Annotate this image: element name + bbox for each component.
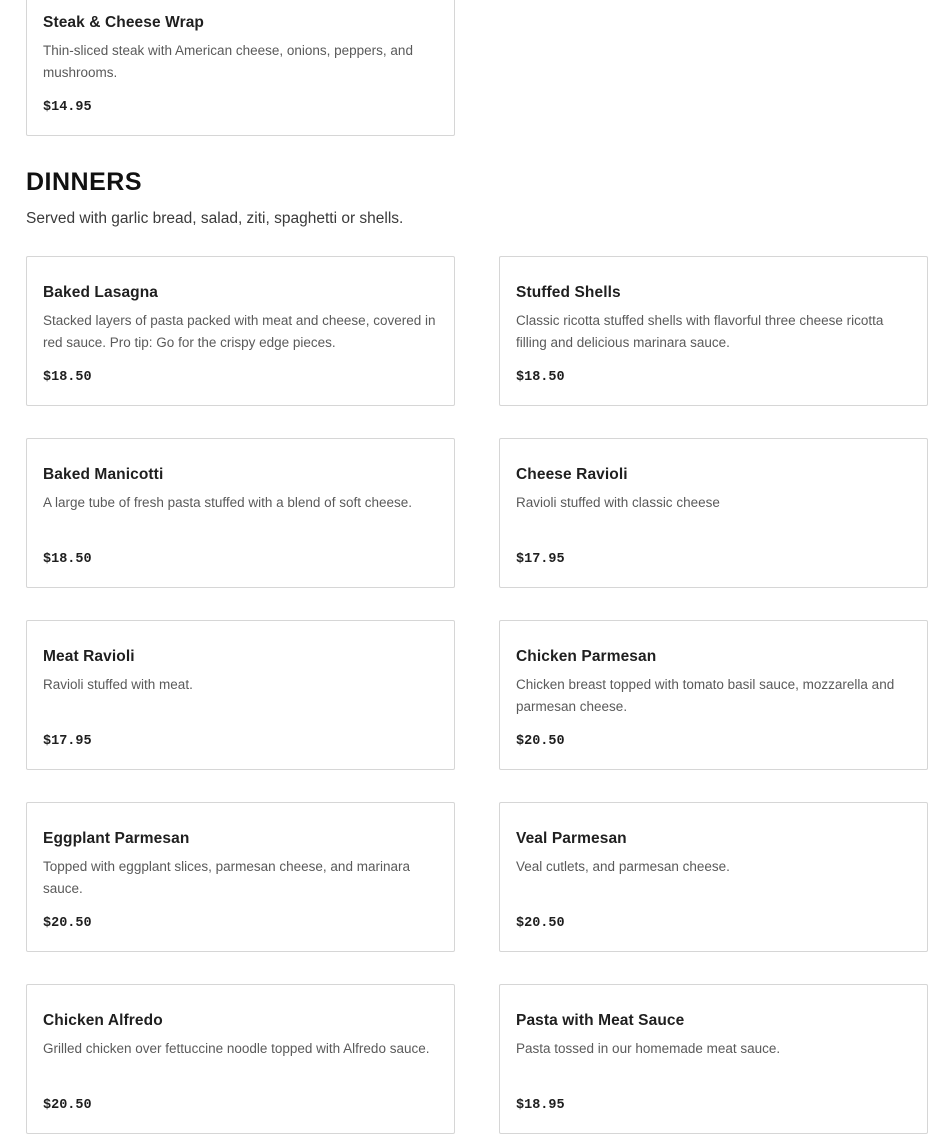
menu-item-price: $20.50 — [516, 734, 565, 749]
menu-item-card[interactable] — [26, 984, 455, 1134]
menu-item-card[interactable] — [26, 802, 455, 952]
menu-item-price: $18.95 — [516, 1098, 565, 1113]
menu-item-name: Steak & Cheese Wrap — [43, 14, 204, 31]
menu-item-name: Chicken Alfredo — [43, 1012, 163, 1029]
menu-item-description: Stacked layers of pasta packed with meat and cheese, covered in red sauce. Pro tip: Go for the crispy edge pieces. — [43, 313, 436, 350]
menu-item-name: Cheese Ravioli — [516, 466, 628, 483]
menu-item-description: A large tube of fresh pasta stuffed with a blend of soft cheese. — [43, 495, 412, 510]
menu-item-name: Chicken Parmesan — [516, 648, 657, 665]
menu-item-price: $14.95 — [43, 100, 92, 115]
menu-item-price: $20.50 — [516, 916, 565, 931]
menu-item-description: Chicken breast topped with tomato basil sauce, mozzarella and parmesan cheese. — [516, 677, 895, 714]
menu-item-card[interactable] — [26, 256, 455, 406]
menu-item-card[interactable] — [26, 0, 455, 136]
menu-item-card[interactable] — [499, 438, 928, 588]
menu-item-card[interactable] — [499, 802, 928, 952]
menu-item-name: Eggplant Parmesan — [43, 830, 190, 847]
menu-item-price: $20.50 — [43, 916, 92, 931]
menu-item-description: Ravioli stuffed with classic cheese — [516, 495, 720, 510]
menu-item-name: Pasta with Meat Sauce — [516, 1012, 685, 1029]
menu-item-description: Thin-sliced steak with American cheese, onions, peppers, and mushrooms. — [43, 43, 413, 80]
menu-item-card[interactable] — [499, 620, 928, 770]
menu-item-card[interactable] — [499, 256, 928, 406]
menu-item-name: Meat Ravioli — [43, 648, 135, 665]
menu-item-price: $17.95 — [43, 734, 92, 749]
menu-item-card[interactable] — [26, 438, 455, 588]
menu-item-description: Classic ricotta stuffed shells with flavorful three cheese ricotta filling and delicious marinara sauce. — [516, 313, 884, 350]
menu-item-card[interactable] — [499, 984, 928, 1134]
menu-item-description: Topped with eggplant slices, parmesan cheese, and marinara sauce. — [43, 859, 410, 896]
menu-item-price: $18.50 — [43, 552, 92, 567]
menu-item-price: $17.95 — [516, 552, 565, 567]
menu-item-name: Veal Parmesan — [516, 830, 627, 847]
section-subtitle: Served with garlic bread, salad, ziti, spaghetti or shells. — [26, 210, 404, 227]
menu-item-price: $18.50 — [43, 370, 92, 385]
menu-item-description: Grilled chicken over fettuccine noodle topped with Alfredo sauce. — [43, 1041, 430, 1056]
menu-item-description: Ravioli stuffed with meat. — [43, 677, 193, 692]
menu-item-card[interactable] — [26, 620, 455, 770]
menu-item-description: Pasta tossed in our homemade meat sauce. — [516, 1041, 781, 1056]
menu-item-price: $18.50 — [516, 370, 565, 385]
menu-item-price: $20.50 — [43, 1098, 92, 1113]
menu-item-description: Veal cutlets, and parmesan cheese. — [516, 859, 730, 874]
menu-item-name: Baked Lasagna — [43, 284, 159, 301]
menu-item-name: Stuffed Shells — [516, 284, 621, 301]
section-title: DINNERS — [26, 168, 143, 196]
menu-item-name: Baked Manicotti — [43, 466, 164, 483]
